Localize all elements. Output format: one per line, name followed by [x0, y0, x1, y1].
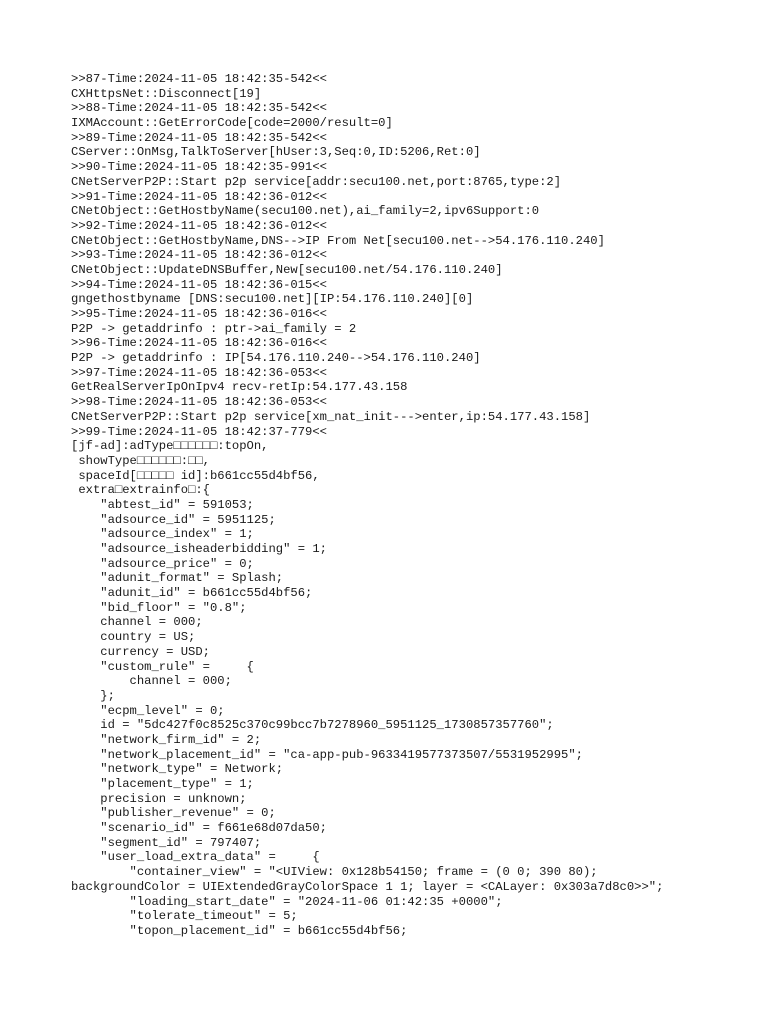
- log-line: extra□extrainfo□:{: [71, 483, 210, 498]
- log-line: "network_type" = Network;: [71, 762, 284, 777]
- log-line: "custom_rule" = {: [71, 659, 254, 674]
- log-line: >>92-Time:2024-11-05 18:42:36-012<<: [71, 218, 327, 233]
- log-line: "adsource_price" = 0;: [71, 556, 254, 571]
- log-line: "segment_id" = 797407;: [71, 835, 262, 850]
- log-line: showType□□□□□□:□□,: [71, 453, 210, 468]
- log-line: IXMAccount::GetErrorCode[code=2000/result=0]: [71, 116, 393, 131]
- log-line: >>90-Time:2024-11-05 18:42:35-991<<: [71, 160, 327, 175]
- log-line: CServer::OnMsg,TalkToServer[hUser:3,Seq:0,ID:5206,Ret:0]: [71, 145, 481, 160]
- log-line: >>99-Time:2024-11-05 18:42:37-779<<: [71, 424, 327, 439]
- log-line: >>96-Time:2024-11-05 18:42:36-016<<: [71, 336, 327, 351]
- log-line: "adsource_isheaderbidding" = 1;: [71, 542, 327, 556]
- log-line: >>98-Time:2024-11-05 18:42:36-053<<: [71, 395, 327, 410]
- log-line: CNetServerP2P::Start p2p service[xm_nat_init--->enter,ip:54.177.43.158]: [71, 409, 591, 424]
- log-line: country = US;: [71, 630, 196, 645]
- log-line: backgroundColor = UIExtendedGrayColorSpace 1 1; layer = <CALayer: 0x303a7d8c0>>";: [71, 879, 664, 894]
- log-line: "adsource_index" = 1;: [71, 527, 254, 542]
- log-line: P2P -> getaddrinfo : IP[54.176.110.240-->54.176.110.240]: [71, 351, 481, 366]
- log-line: >>89-Time:2024-11-05 18:42:35-542<<: [71, 130, 327, 145]
- log-line: "tolerate_timeout" = 5;: [71, 909, 298, 924]
- log-line: CXHttpsNet::Disconnect[19]: [71, 86, 262, 101]
- log-line: id = "5dc427f0c8525c370c99bcc7b7278960_5951125_1730857357760";: [71, 718, 554, 733]
- log-line: channel = 000;: [71, 674, 232, 689]
- log-line: GetRealServerIpOnIpv4 recv-retIp:54.177.43.158: [71, 380, 408, 395]
- log-line: "network_firm_id" = 2;: [71, 732, 262, 747]
- log-line: channel = 000;: [71, 615, 203, 630]
- log-line: "adunit_format" = Splash;: [71, 571, 284, 586]
- log-line: spaceId[□□□□□ id]:b661cc55d4bf56,: [71, 468, 320, 483]
- log-line: "adunit_id" = b661cc55d4bf56;: [71, 586, 313, 601]
- log-line: "scenario_id" = f661e68d07da50;: [71, 821, 327, 836]
- log-line: P2P -> getaddrinfo : ptr->ai_family = 2: [71, 321, 357, 336]
- log-line: CNetObject::UpdateDNSBuffer,New[secu100.net/54.176.110.240]: [71, 262, 503, 277]
- log-line: >>91-Time:2024-11-05 18:42:36-012<<: [71, 189, 327, 204]
- log-line: "placement_type" = 1;: [71, 777, 254, 791]
- log-line: >>93-Time:2024-11-05 18:42:36-012<<: [71, 248, 327, 263]
- log-line: "adsource_id" = 5951125;: [71, 512, 276, 527]
- log-line: "user_load_extra_data" = {: [71, 850, 320, 865]
- log-line: "bid_floor" = "0.8";: [71, 600, 247, 615]
- log-line: };: [71, 688, 115, 703]
- log-line: "network_placement_id" = "ca-app-pub-9633419577373507/5531952995";: [71, 747, 583, 762]
- log-line: precision = unknown;: [71, 791, 247, 806]
- log-line: CNetServerP2P::Start p2p service[addr:secu100.net,port:8765,type:2]: [71, 174, 562, 189]
- log-line: currency = USD;: [71, 644, 210, 659]
- log-line: >>94-Time:2024-11-05 18:42:36-015<<: [71, 277, 327, 292]
- log-line: "container_view" = "<UIView: 0x128b54150; frame = (0 0; 390 80);: [71, 865, 598, 880]
- log-line: "ecpm_level" = 0;: [71, 703, 225, 718]
- log-line: CNetObject::GetHostbyName,DNS-->IP From Net[secu100.net-->54.176.110.240]: [71, 233, 605, 248]
- log-line: "loading_start_date" = "2024-11-06 01:42:35 +0000";: [71, 894, 503, 909]
- log-line: >>87-Time:2024-11-05 18:42:35-542<<: [71, 72, 327, 86]
- log-document: [71, 72, 760, 939]
- log-line: [jf-ad]:adType□□□□□□:topOn,: [71, 439, 269, 454]
- log-line: >>95-Time:2024-11-05 18:42:36-016<<: [71, 307, 327, 321]
- log-line: CNetObject::GetHostbyName(secu100.net),ai_family=2,ipv6Support:0: [71, 204, 540, 219]
- log-line: "topon_placement_id" = b661cc55d4bf56;: [71, 923, 408, 938]
- log-line: >>97-Time:2024-11-05 18:42:36-053<<: [71, 365, 327, 380]
- log-line: >>88-Time:2024-11-05 18:42:35-542<<: [71, 101, 327, 116]
- log-line: gngethostbyname [DNS:secu100.net][IP:54.176.110.240][0]: [71, 292, 474, 307]
- log-line: "publisher_revenue" = 0;: [71, 806, 276, 821]
- log-line: "abtest_id" = 591053;: [71, 497, 254, 512]
